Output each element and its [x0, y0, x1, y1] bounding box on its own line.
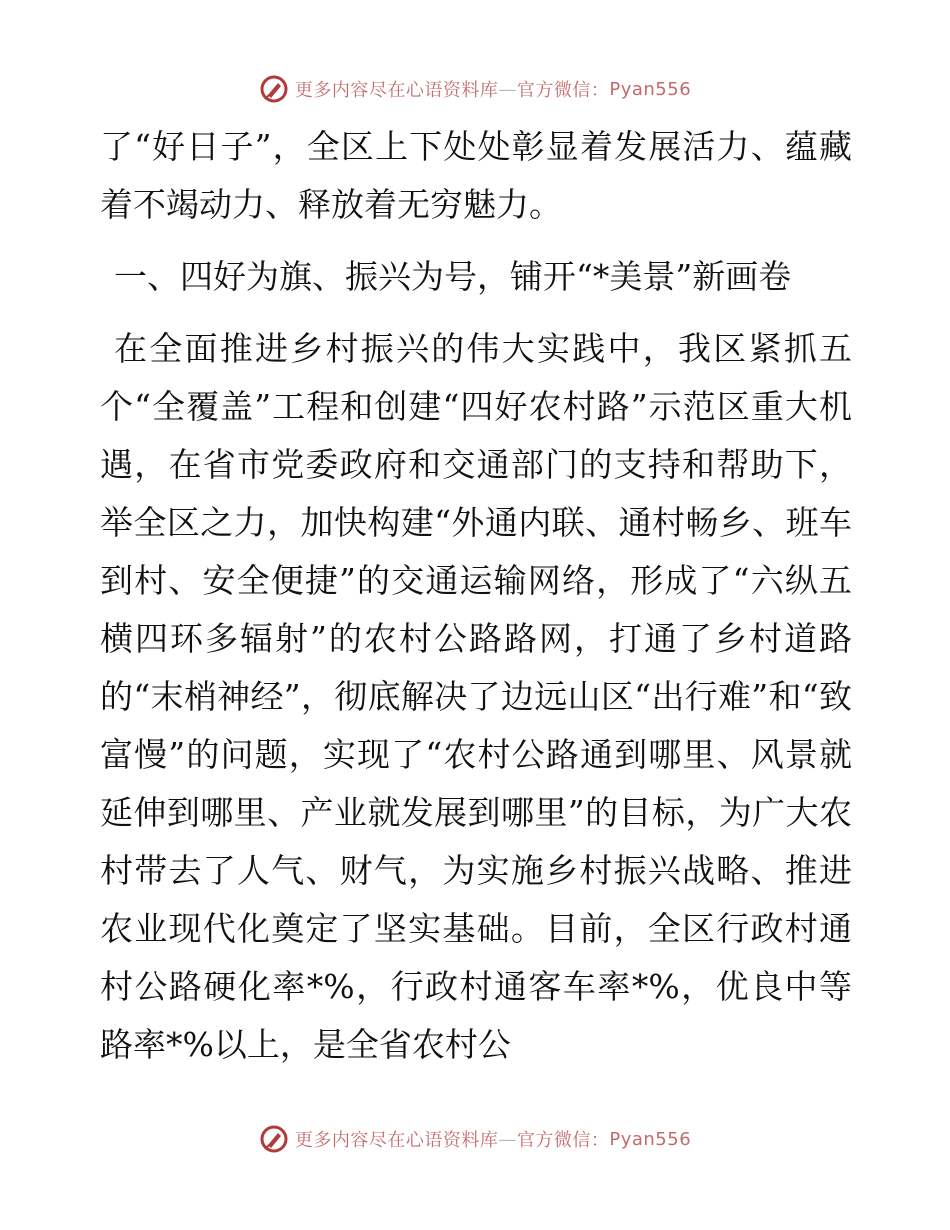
footer-main-text: 更多内容尽在心语资料库	[294, 1130, 499, 1151]
footer-wechat-id: Pyan556	[609, 1128, 692, 1150]
pen-logo-icon	[259, 74, 289, 104]
header-separator: —	[498, 78, 517, 100]
header-watermark	[0, 74, 950, 104]
footer-watermark	[0, 1124, 950, 1154]
footer-wechat-label: 官方微信：	[516, 1130, 610, 1151]
paragraph-1: 了“好日子”，全区上下处处彰显着发展活力、蕴藏着不竭动力、释放着无穷魅力。	[100, 127, 852, 224]
paragraph-2: 在全面推进乡村振兴的伟大实践中，我区紧抓五个“全覆盖”工程和创建“四好农村路”示范区重大机遇，在省市党委政府和交通部门的支持和帮助下，举全区之力，加快构建“外通内联、通村畅乡、班车到村、安全便捷”的交通运输网络，形成了“六纵五横四环多辐射”的农村公路路网，打通了乡村道路的“末梢神经”，彻底解决了边远山区“出行难”和“致富慢”的问题，实现了“农村公路通到哪里、风景就延伸到哪里、产业就发展到哪里”的目标，为广大农村带去了人气、财气，为实施乡村振兴战略、推进农业现代化奠定了坚实基础。目前，全区行政村通村公路硬化率*%，行政村通客车率*%，优良中等路率*%以上，是全省农村公	[100, 329, 852, 1064]
header-wechat-id: Pyan556	[609, 78, 692, 100]
header-wechat-label: 官方微信：	[516, 80, 610, 101]
section-heading-1: 一、四好为旗、振兴为号，铺开“*美景”新画卷	[114, 257, 792, 296]
document-body	[100, 118, 852, 1074]
footer-separator: —	[498, 1128, 517, 1150]
pen-logo-icon	[259, 1124, 289, 1154]
header-main-text: 更多内容尽在心语资料库	[294, 80, 499, 101]
